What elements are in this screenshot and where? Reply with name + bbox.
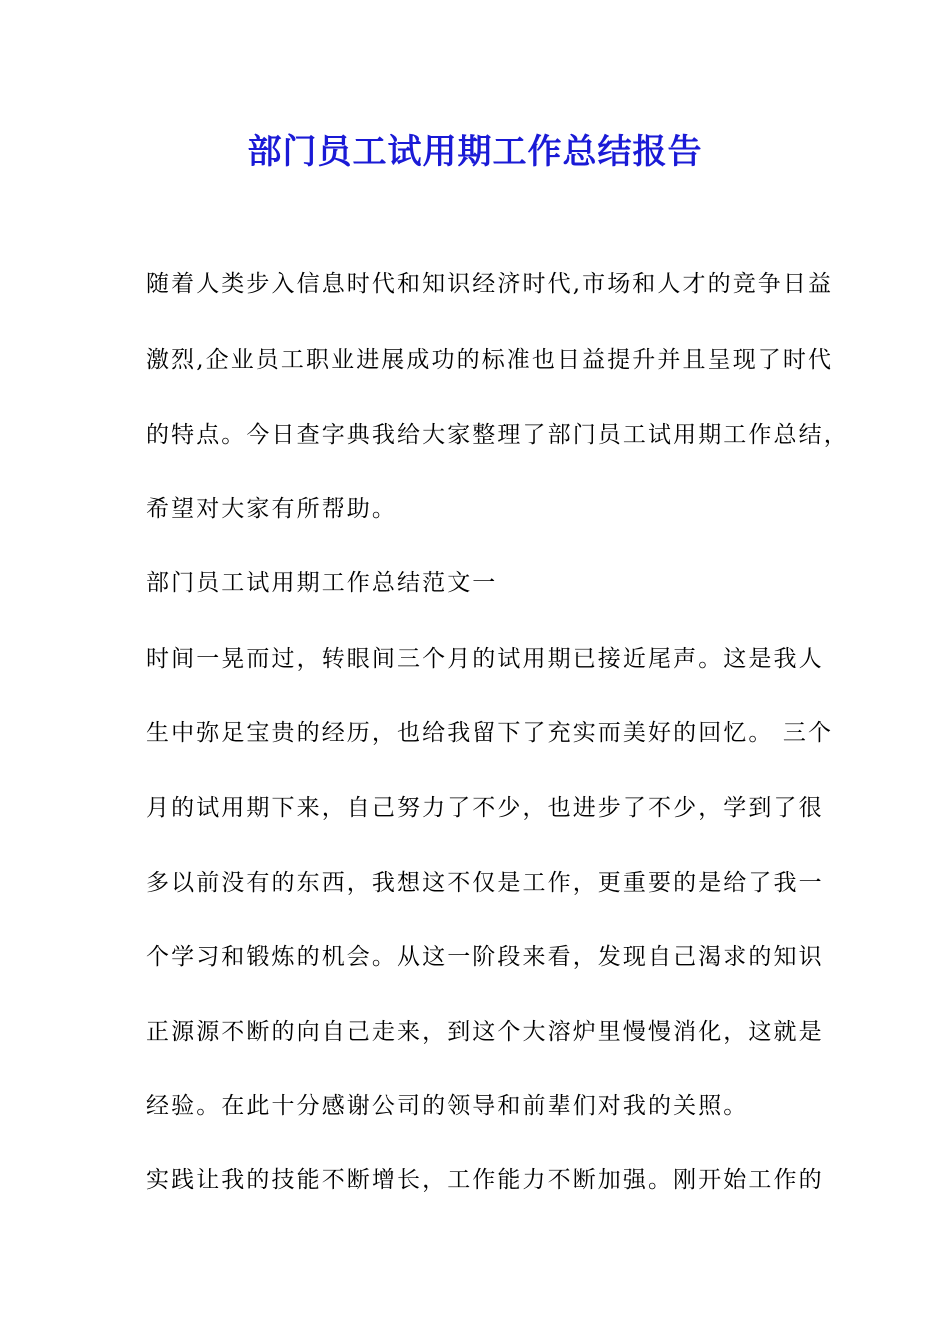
body-line-8: 月的试用期下来，自己努力了不少，也进步了不少，学到了很 — [146, 795, 824, 821]
body-line-11: 正源源不断的向自己走来，到这个大溶炉里慢慢消化，这就是 — [146, 1019, 824, 1045]
body-line-9: 多以前没有的东西，我想这不仅是工作，更重要的是给了我一 — [146, 870, 824, 896]
body-line-1: 随着人类步入信息时代和知识经济时代,市场和人才的竞争日益 — [146, 271, 834, 297]
body-line-2: 激烈,企业员工职业进展成功的标准也日益提升并且呈现了时代 — [146, 347, 834, 373]
body-line-7: 生中弥足宝贵的经历，也给我留下了充实而美好的回忆。 三个 — [146, 720, 834, 746]
document-title: 部门员工试用期工作总结报告 — [247, 132, 703, 172]
body-line-3: 的特点。今日查字典我给大家整理了部门员工试用期工作总结， — [146, 422, 849, 448]
body-line-10: 个学习和锻炼的机会。从这一阶段来看，发现自己渴求的知识 — [146, 944, 824, 970]
body-line-4: 希望对大家有所帮助。 — [146, 496, 397, 522]
section-heading: 部门员工试用期工作总结范文一 — [146, 570, 498, 596]
body-line-13: 实践让我的技能不断增长，工作能力不断加强。刚开始工作的 — [146, 1167, 824, 1193]
body-line-6: 时间一晃而过，转眼间三个月的试用期已接近尾声。这是我人 — [146, 646, 824, 672]
body-line-12: 经验。在此十分感谢公司的领导和前辈们对我的关照。 — [146, 1093, 749, 1119]
